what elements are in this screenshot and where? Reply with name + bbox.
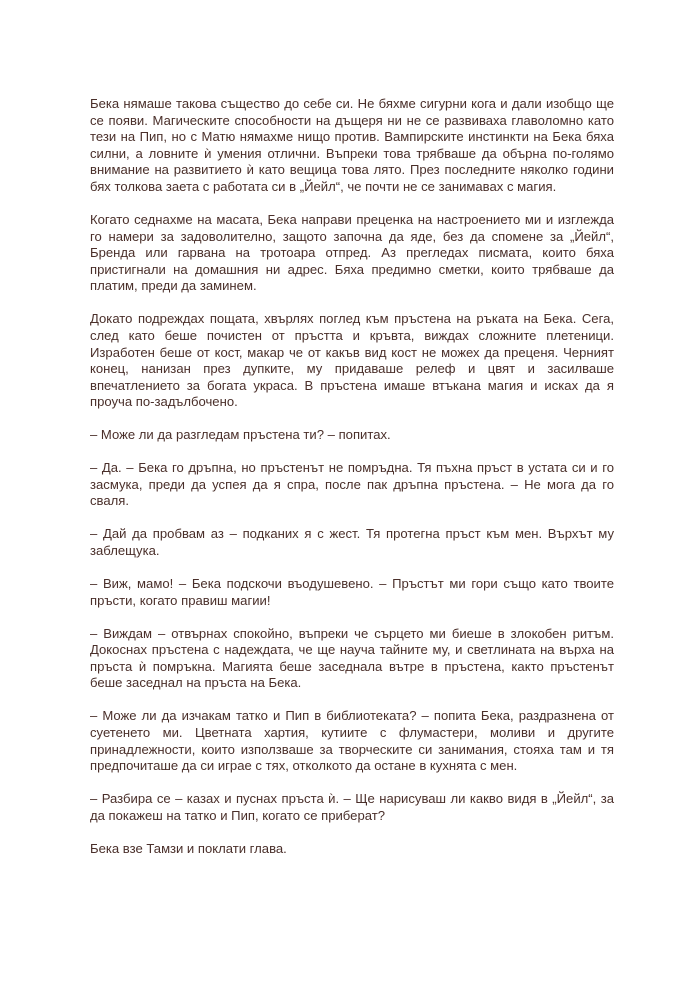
paragraph: Когато седнахме на масата, Бека направи преценка на настроението ми и изглежда го намери за задоволително, защото започна да яде, без да спомене за „Йейл“, Бренда или гарвана на тротоара отпред. Аз прегледах писмата, които бяха пристигнали на домашния ни адрес. Бяха предимно сметки, които трябваше да платим, преди да заминем. [90, 211, 614, 294]
document-body [90, 96, 614, 857]
paragraph: – Дай да пробвам аз – подканих я с жест. Тя протегна пръст към мен. Върхът му заблещука. [90, 526, 614, 559]
paragraph: – Виж, мамо! – Бека подскочи въодушевено. – Пръстът ми гори също като твоите пръсти, когато правиш магии! [90, 576, 614, 608]
paragraph: Докато подреждах пощата, хвърлях поглед към пръстена на ръката на Бека. Сега, след като беше почистен от пръстта и кръвта, виждах сложните плетеници. Изработен беше от кост, макар че от какъв вид кост не можех да преценя. Черният конец, нанизан през дупките, му придаваше релеф и цвят и засилваше впечатлението за богата украса. В пръстена имаше втъкана магия и исках да я проуча по-задълбочено. [90, 311, 614, 410]
paragraph: – Може ли да изчакам татко и Пип в библиотеката? – попита Бека, раздразнена от суетенето ми. Цветната хартия, кутиите с флумастери, моливи и другите принадлежности, които използваше за творческите си занимания, стояха там и тя предпочиташе да си играе с тях, отколкото да остане в кухнята с мен. [90, 708, 614, 774]
paragraph: – Разбира се – казах и пуснах пръста ѝ. – Ще нарисуваш ли какво видя в „Йейл“, за да покажеш на татко и Пип, когато се приберат? [90, 791, 614, 823]
paragraph: Бека взе Тамзи и поклати глава. [90, 840, 287, 856]
paragraph: – Да. – Бека го дръпна, но пръстенът не помръдна. Тя пъхна пръст в устата си и го засмука, преди да успея да я спра, после пак дръпна пръстена. – Не мога да го сваля. [90, 460, 614, 509]
paragraph: – Може ли да разгледам пръстена ти? – попитах. [90, 427, 391, 443]
paragraph: Бека нямаше такова същество до себе си. Не бяхме сигурни кога и дали изобщо ще се появи. Магическите способности на дъщеря ни не се развиваха главоломно като тези на Пип, но с Матю нямахме нищо против. Вампирските инстинкти на Бека бяха силни, а ловните ѝ умения отлични. Въпреки това трябваше да обърна по-голямо внимание на развитието ѝ като вещица това лято. През последните няколко години бях толкова заета с работата си в „Йейл“, че почти не се занимавах с магия. [90, 96, 614, 194]
paragraph: – Виждам – отвърнах спокойно, въпреки че сърцето ми биеше в злокобен ритъм. Докоснах пръстена с надеждата, че ще науча тайните му, и светлината на върха на пръста ѝ помръкна. Магията беше заседнала вътре в пръстена, както пръстенът беше заседнал на пръста на Бека. [90, 625, 614, 691]
